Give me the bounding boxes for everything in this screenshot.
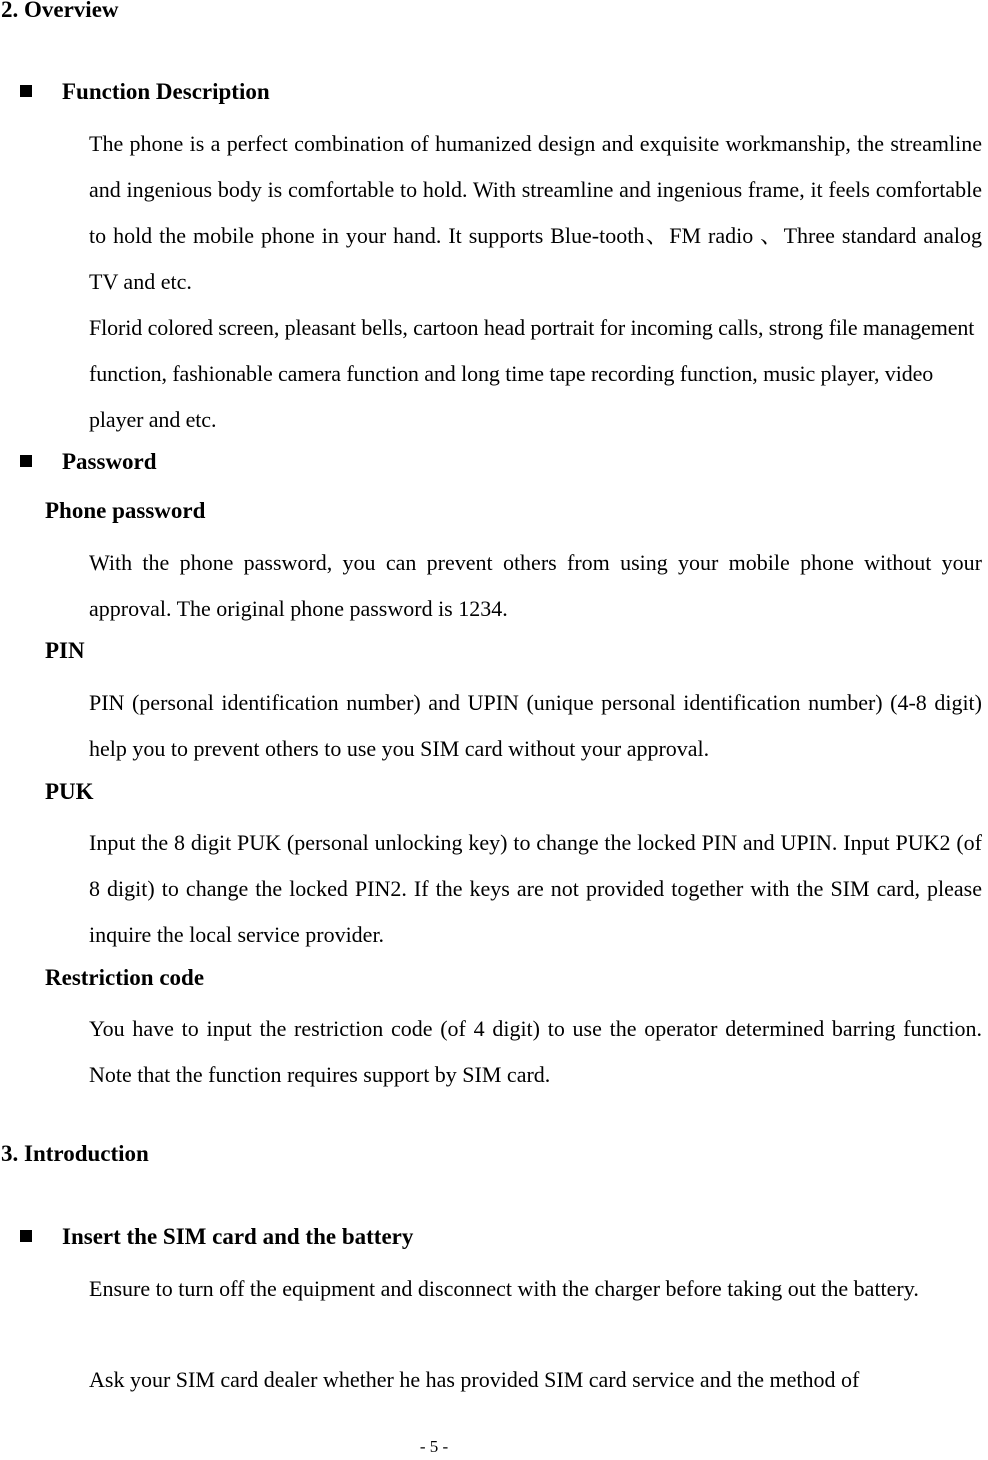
paragraph-puk: Input the 8 digit PUK (personal unlocking key) to change the locked PIN and UPIN. Input PUK2 (of 8 digit) to change the locked PIN2. If the keys are not provided together with the SIM card, please inquire the local service provider.	[89, 830, 982, 947]
heading-password-label: Password	[62, 449, 157, 474]
paragraph-insert-sim-1: Ensure to turn off the equipment and disconnect with the charger before taking out the battery.	[89, 1276, 919, 1301]
heading-function-description-label: Function Description	[62, 79, 270, 104]
subheading-restriction-code: Restriction code	[45, 965, 205, 990]
heading-insert-sim-battery-label: Insert the SIM card and the battery	[62, 1224, 414, 1249]
square-bullet-icon	[20, 85, 32, 97]
paragraph-restriction-code: You have to input the restriction code (of 4 digit) to use the operator determined barring function. Note that the function requires support by SIM card.	[89, 1016, 982, 1087]
paragraph-function-description-1: The phone is a perfect combination of humanized design and exquisite workmanship, the streamline and ingenious body is comfortable to hold. With streamline and ingenious frame, it feels comfortable to hold the mobile phone in your hand. It supports Blue-tooth、FM radio 、Three standard analog TV and etc.	[89, 131, 982, 294]
subheading-pin: PIN	[45, 638, 85, 663]
subheading-phone-password: Phone password	[45, 498, 206, 523]
paragraph-pin: PIN (personal identification number) and UPIN (unique personal identification number) (4-8 digit) help you to prevent others to use you SIM card without your approval.	[89, 690, 982, 761]
section-title-introduction: 3. Introduction	[1, 1141, 149, 1166]
square-bullet-icon	[20, 455, 32, 467]
paragraph-phone-password: With the phone password, you can prevent others from using your mobile phone without your approval. The original phone password is 1234.	[89, 550, 982, 621]
heading-insert-sim-battery	[20, 1223, 413, 1251]
heading-function-description	[20, 78, 270, 106]
paragraph-insert-sim-2: Ask your SIM card dealer whether he has provided SIM card service and the method of	[89, 1367, 860, 1392]
section-title-overview: 2. Overview	[1, 0, 119, 22]
page-number: - 5 -	[419, 1437, 449, 1456]
subheading-puk: PUK	[45, 779, 94, 804]
heading-password	[20, 448, 157, 476]
paragraph-function-description-2: Florid colored screen, pleasant bells, cartoon head portrait for incoming calls, strong file management function, fashionable camera function and long time tape recording function, music player, video player and etc.	[89, 315, 975, 432]
square-bullet-icon	[20, 1230, 32, 1242]
